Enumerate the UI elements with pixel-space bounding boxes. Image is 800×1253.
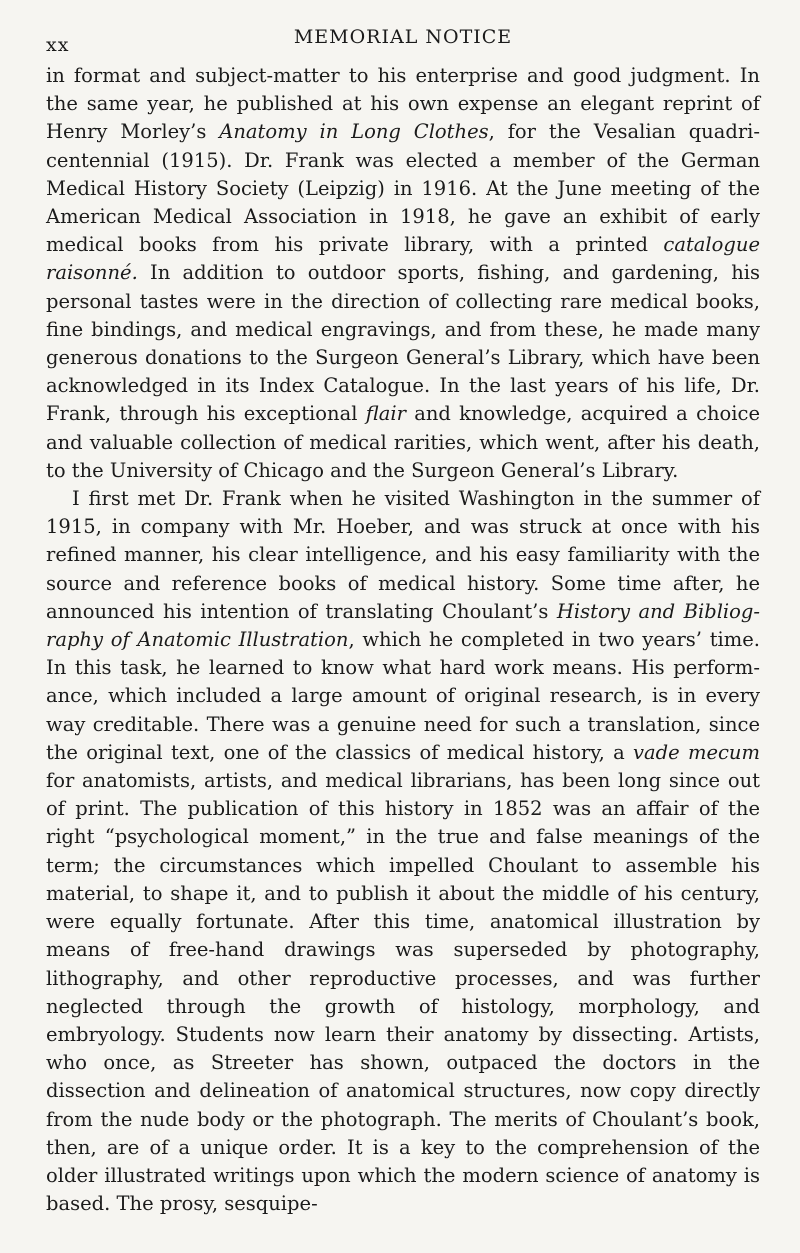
p1-flair: flair xyxy=(365,402,406,426)
body-text xyxy=(46,62,760,1218)
page-number: xx xyxy=(46,34,70,56)
p1-text-3: In addition to outdoor sports, fishing, and gardening, his personal tastes were in the direction of collecting rare medical books, fine bindings, and medical engravings, and from these, he made many generous donations to the Surgeon General’s Library, which have been acknowledged in its Index Catalogue. In the last years of his life, Dr. Frank, through his exceptional xyxy=(46,261,760,426)
p1-book-title: Anatomy in Long Clothes xyxy=(219,120,489,144)
p2-book-title: History and Bibliography of Anatomic Illustration xyxy=(46,599,760,652)
p2-text-3: for anatomists, artists, and medical librarians, has been long since out of print. The publication of this history in 1852 was an affair of the right “psychological moment,” in the true and false meanings of the term; the circumstances which impelled Choulant to assemble his material, to shape it, and to publish it about the middle of his century, were equally fortunate. After this time, anatomical illustration by means of free-hand drawings was superseded by photography, lithography, and other reproductive processes, and was further neglected through the growth of histology, morphology, and embryology. Students now learn their anatomy by dissecting. Artists, who once, as Streeter has shown, outpaced the doctors in the dissection and delineation of anatomical structures, now copy directly from the nude body or the photograph. The merits of Choulant’s book, then, are of a unique order. It is a key to the comprehension of the older illustrated writings upon which the modern science of anatomy is based. The prosy, sesquipe- xyxy=(46,769,760,1216)
p1-text-2: , for the Vesalian quadricentennial (1915). Dr. Frank was elected a member of the German Medical History Society (Leipzig) in 1916. At the June meeting of the American Medical Association in 1918, he gave an exhibit of early medical books from his private library, with a printed xyxy=(46,120,760,257)
running-head xyxy=(46,22,760,62)
p1-catalogue-raisonne: catalogue raisonné. xyxy=(46,233,760,285)
paragraph-1 xyxy=(46,62,760,485)
p2-text-1: I first met Dr. Frank when he visited Washington in the summer of 1915, in company with Mr. Hoeber, and was struck at once with his refined manner, his clear intelligence, and his easy familiarity with the source and reference books of medical history. Some time after, he announced his intention of translating Choulant’s xyxy=(46,487,760,623)
p2-vade-mecum: vade mecum xyxy=(633,740,760,764)
paragraph-2 xyxy=(46,485,760,1218)
p2-text-2: , which he completed in two years’ time. In this task, he learned to know what hard work means. His performance, which included a large amount of original research, is in every way creditable. There was a genuine need for such a translation, since the original text, one of the classics of medical history, a xyxy=(46,628,760,764)
running-title: MEMORIAL NOTICE xyxy=(293,26,513,48)
p1-text-4: and knowledge, acquired a choice and valuable collection of medical rarities, which went, after his death, to the University of Chicago and the Surgeon General’s Library. xyxy=(46,402,760,482)
p1-text-1: in format and subject-matter to his enterprise and good judgment. In the same year, he published at his own expense an elegant reprint of Henry Morley’s xyxy=(46,64,760,144)
